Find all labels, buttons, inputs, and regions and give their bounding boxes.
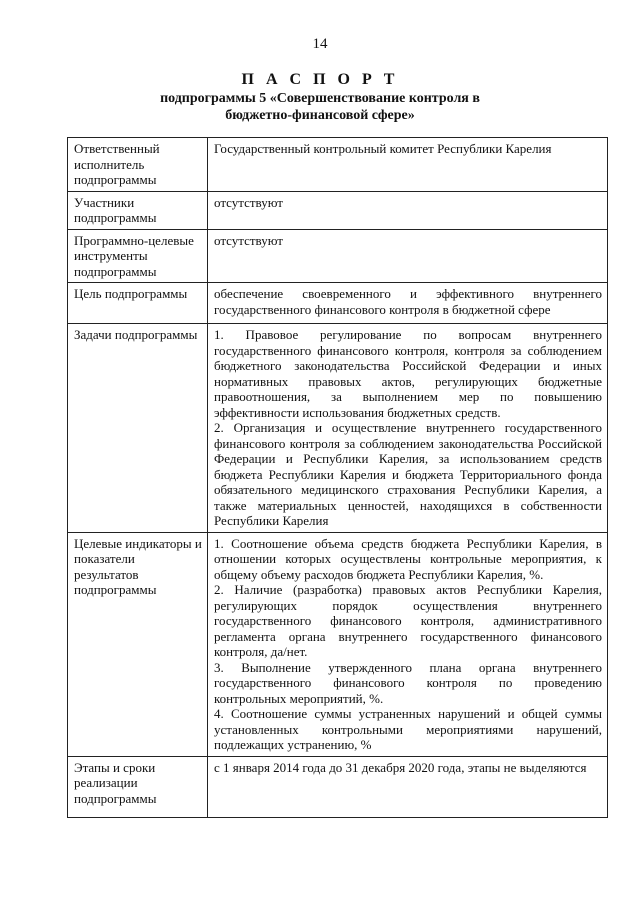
title-block xyxy=(0,70,640,124)
row-value-paragraph: 1. Соотношение объема средств бюджета Республики Карелия, в отношении которых осуществлены контрольные мероприятия, к общему объему расходов бюджета Республики Карелия, %. xyxy=(214,535,602,582)
table-row-tasks xyxy=(68,324,608,533)
row-label: Ответственный исполнитель подпрограммы xyxy=(68,138,208,192)
row-value xyxy=(208,756,608,817)
row-value-paragraph: 2. Организация и осуществление внутреннего государственного финансового контроля за соблюдением законодательства Российской Федерации и Республики Карелия, за использованием средств бюджета Республики Карелия и бюджета Территориального фонда обязательного медицинского страхования Республики Карелия, а также материальных ценностей, находящихся в собственности Республики Карелия xyxy=(214,420,602,528)
row-value-paragraph: 2. Наличие (разработка) правовых актов Республики Карелия, регулирующих порядок осуществления внутреннего государственного финансового контроля, административного регламента органа внутреннего государственного финансового контроля, да/нет. xyxy=(214,582,602,659)
row-value-paragraph: с 1 января 2014 года до 31 декабря 2020 года, этапы не выделяются xyxy=(214,759,587,775)
row-value-paragraph: 3. Выполнение утвержденного плана органа внутреннего государственного финансового контроля по проведению контрольных мероприятий, %. xyxy=(214,659,602,706)
row-value xyxy=(208,229,608,283)
table-row-goal xyxy=(68,283,608,324)
row-label: Целевые индикаторы и показатели результатов подпрограммы xyxy=(68,532,208,756)
row-label: Этапы и сроки реализации подпрограммы xyxy=(68,756,208,817)
row-value xyxy=(208,324,608,533)
row-value-paragraph: 1. Правовое регулирование по вопросам внутреннего государственного финансового контроля, контроля за соблюдением бюджетного законодательства Российской Федерации и иных нормативных правовых актов, регулирующих бюджетные правоотношения, за выполнением мер по повышению эффективности использования бюджетных средств. xyxy=(214,327,602,420)
document-subtitle-line-1: подпрограммы 5 «Совершенствование контроля в xyxy=(160,91,480,106)
row-label: Программно-целевые инструменты подпрограммы xyxy=(68,229,208,283)
table-row-participants xyxy=(68,191,608,229)
document-title: П А С П О Р Т xyxy=(241,71,399,88)
row-value-paragraph: Государственный контрольный комитет Республики Карелия xyxy=(214,141,552,156)
row-value xyxy=(208,191,608,229)
row-value-paragraph: отсутствуют xyxy=(214,232,283,248)
row-value xyxy=(208,532,608,756)
table-row-target-indicators xyxy=(68,532,608,756)
row-value-paragraph: обеспечение своевременного и эффективного внутреннего государственного финансового контроля в бюджетной сфере xyxy=(214,286,602,317)
row-value-paragraph: 4. Соотношение суммы устраненных нарушений и общей суммы установленных контрольными мероприятиями нарушений, подлежащих устранению, % xyxy=(214,706,602,752)
document-subtitle-line-2: бюджетно-финансовой сфере» xyxy=(225,108,415,123)
row-value-paragraph: отсутствуют xyxy=(214,194,283,210)
row-label: Участники подпрограммы xyxy=(68,191,208,229)
passport-table xyxy=(67,137,608,818)
table-row-responsible-executor xyxy=(68,138,608,192)
row-label: Цель подпрограммы xyxy=(68,283,208,324)
row-value xyxy=(208,138,608,192)
row-value xyxy=(208,283,608,324)
table-row-stages-and-terms xyxy=(68,756,608,817)
table-row-program-instruments xyxy=(68,229,608,283)
row-label: Задачи подпрограммы xyxy=(68,324,208,533)
page-number: 14 xyxy=(312,36,328,52)
